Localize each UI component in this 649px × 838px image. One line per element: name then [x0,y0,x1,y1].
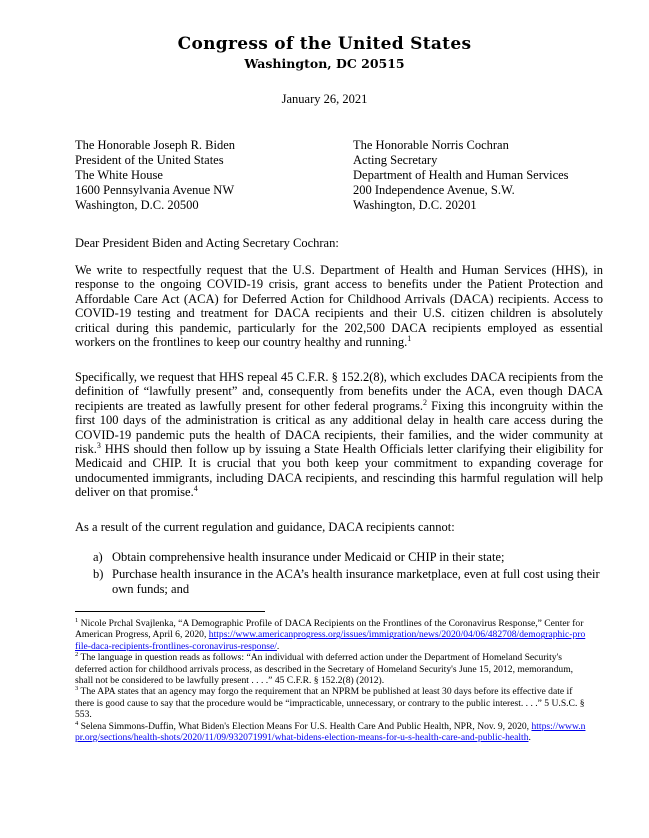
footnote-number: 3 [75,685,79,693]
footnote-number: 1 [75,616,79,624]
footnote-text: The APA states that an agency may forgo the requirement that an NPRM be published at least 30 days before its effective date if there is good cause to say that the procedure would be “impracticable, unnecessary, or contrary to the public interest. . . .” 5 U.S.C. § 553. [75,686,585,721]
paragraph-1 [75,263,603,349]
footnote-ref: 2 [423,397,428,407]
footnote-ref: 4 [193,484,198,494]
paragraph-2 [75,370,603,500]
footnote-text: . [276,640,280,652]
address-line: The White House [75,168,163,182]
address-line: The Honorable Norris Cochran [353,138,509,152]
address-line: Washington, D.C. 20201 [353,198,477,212]
footnote-ref: 3 [96,440,101,450]
list-marker: a) [93,550,103,564]
paragraph-text: HHS should then follow up by issuing a State Health Officials letter clarifying their eligibility for Medicaid and CHIP. It is crucial that you both keep your commitment to expanding coverage for undocumented immigrants, including DACA recipients, and rescinding this harmful regulation will help deliver on that promise. [75,442,603,500]
address-line: Department of Health and Human Services [353,168,569,182]
footnote-separator [75,611,265,612]
footnotes [75,618,587,743]
paragraph-text: Fixing this incongruity within the first 100 days of the administration is critical as any additional delay in health care access during the COVID-19 pandemic puts the health of DACA recipients, their families, and the wider community at risk. [75,398,603,457]
address-line: President of the United States [75,153,224,167]
footnote-text: The language in question reads as follows: “An individual with deferred action under the Department of Homeland Security's deferred action for childhood arrivals process, as described in the Secretary of Homeland Security's June 15, 2012, memorandum, shall not be considered to be lawfully present . . . .” 45 C.F.R. § 152.2(8) (2012). [75,652,574,687]
restrictions-list [93,550,603,599]
footnote-link[interactable]: https://www.americanprogress.org/issues/immigration/news/2020/04/06/482708/demographic-profile-daca-recipients-frontlines-coronavirus-response/ [75,629,586,652]
paragraph-text: Specifically, we request that HHS repeal 45 C.F.R. § 152.2(8), which excludes DACA recipients from the definition of “lawfully present” and, consequently from benefits under the ACA, even though DACA recipients are treated as lawfully present for other federal programs. [75,370,603,413]
list-marker: b) [93,567,104,581]
address-line: Acting Secretary [353,153,438,167]
letterhead-subtitle: Washington, DC 20515 [244,56,405,71]
letterhead-title: Congress of the United States [177,34,472,54]
footnote-ref: 1 [407,333,412,343]
address-line: 200 Independence Avenue, S.W. [353,183,515,197]
recipient-address-president [75,138,235,213]
salutation: Dear President Biden and Acting Secretary Cochran: [75,236,339,250]
footnote-4 [75,721,587,744]
address-line: Washington, D.C. 20500 [75,198,199,212]
footnote-1 [75,618,587,652]
letter-date: January 26, 2021 [281,92,368,106]
address-line: 1600 Pennsylvania Avenue NW [75,183,235,197]
list-item-text: Purchase health insurance in the ACA’s health insurance marketplace, even at full cost using their own funds; and [112,567,600,596]
list-item [93,567,603,597]
footnote-2 [75,652,587,686]
footnote-3 [75,686,587,720]
list-item [93,550,603,565]
footnote-link[interactable]: https://www.npr.org/sections/health-shots/2020/11/09/932071991/what-bidens-election-means-for-u-s-health-care-and-public-health [75,720,586,744]
address-line: The Honorable Joseph R. Biden [75,138,236,152]
footnote-text: Nicole Prchal Svajlenka, “A Demographic Profile of DACA Recipients on the Frontlines of the Coronavirus Response,” Center for American Progress, April 6, 2020, [75,618,584,641]
recipient-address-secretary [353,138,569,213]
footnote-number: 4 [75,719,79,727]
footnote-text: . [528,732,531,744]
footnote-text: Selena Simmons-Duffin, What Biden's Election Means For U.S. Health Care And Public Health, NPR, Nov. 9, 2020, [80,720,532,732]
list-item-text: Obtain comprehensive health insurance under Medicaid or CHIP in their state; [112,550,505,564]
paragraph-3: As a result of the current regulation and guidance, DACA recipients cannot: [75,520,455,534]
paragraph-text: We write to respectfully request that the U.S. Department of Health and Human Services (HHS), in response to the ongoing COVID-19 crisis, grant access to benefits under the Patient Protection and Affordable Care Act (ACA) for Deferred Action for Childhood Arrivals (DACA) recipients. Access to COVID-19 testing and treatment for DACA recipients and their U.S. citizen children is absolutely critical during this pandemic, particularly for the 202,500 DACA recipients employed as essential workers on the frontlines to keep our country healthy and running. [75,263,603,350]
footnote-number: 2 [75,651,79,659]
